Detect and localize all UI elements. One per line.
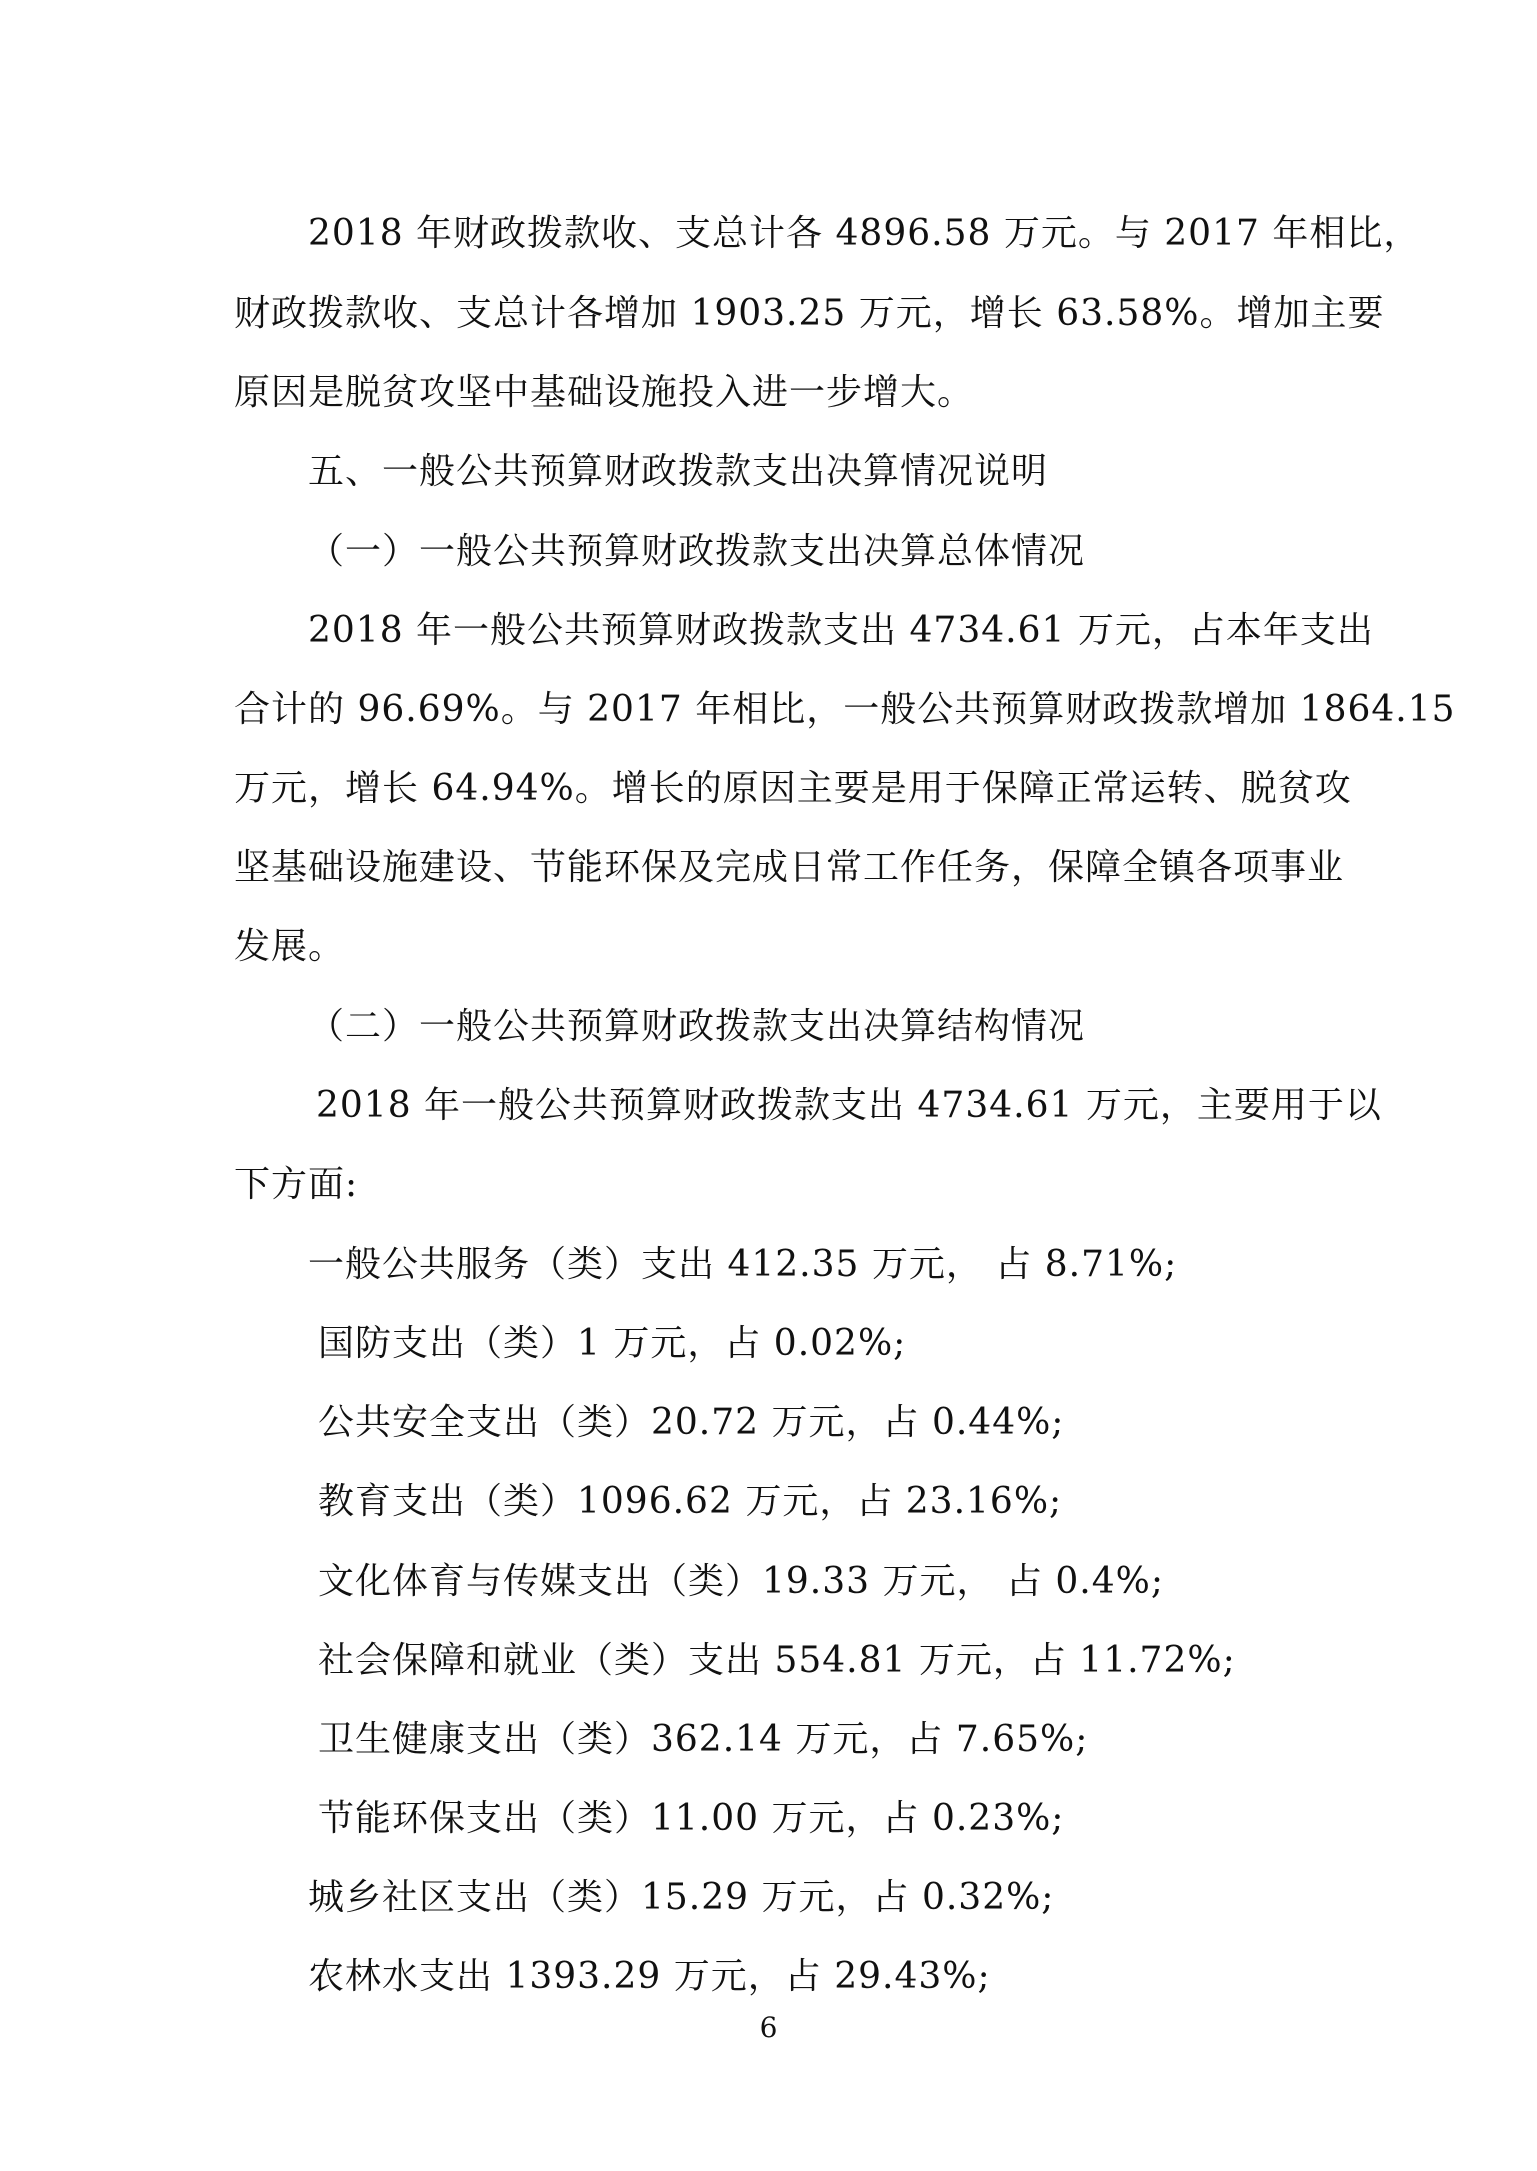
list-item: 农林水支出 1393.29 万元，占 29.43%; [308, 1956, 991, 1997]
paragraph-line: 原因是脱贫攻坚中基础设施投入进一步增大。 [234, 372, 975, 413]
subsection-heading: （一）一般公共预算财政拨款支出决算总体情况 [308, 531, 1086, 572]
list-item: 教育支出（类）1096.62 万元，占 23.16%; [318, 1481, 1063, 1522]
paragraph-line: 发展。 [234, 926, 346, 967]
paragraph-line: 2018 年一般公共预算财政拨款支出 4734.61 万元，主要用于以 [316, 1085, 1382, 1126]
list-item: 卫生健康支出（类）362.14 万元，占 7.65%; [318, 1719, 1089, 1760]
list-item: 社会保障和就业（类）支出 554.81 万元，占 11.72%; [318, 1640, 1236, 1681]
paragraph-line: 2018 年财政拨款收、支总计各 4896.58 万元。与 2017 年相比， [308, 213, 1421, 254]
paragraph-line: 万元，增长 64.94%。增长的原因主要是用于保障正常运转、脱贫攻 [234, 768, 1352, 809]
list-item: 文化体育与传媒支出（类）19.33 万元， 占 0.4%; [318, 1561, 1164, 1602]
list-item: 城乡社区支出（类）15.29 万元，占 0.32%; [308, 1877, 1055, 1918]
list-item: 一般公共服务（类）支出 412.35 万元， 占 8.71%; [308, 1244, 1178, 1285]
section-heading: 五、一般公共预算财政拨款支出决算情况说明 [308, 451, 1049, 492]
paragraph-line: 财政拨款收、支总计各增加 1903.25 万元，增长 63.58%。增加主要 [234, 293, 1385, 334]
list-item: 公共安全支出（类）20.72 万元，占 0.44%; [318, 1402, 1065, 1443]
paragraph-line: 2018 年一般公共预算财政拨款支出 4734.61 万元，占本年支出 [308, 610, 1374, 651]
subsection-heading: （二）一般公共预算财政拨款支出决算结构情况 [308, 1006, 1086, 1047]
list-item: 节能环保支出（类）11.00 万元，占 0.23%; [318, 1798, 1065, 1839]
paragraph-line: 下方面: [234, 1164, 359, 1205]
list-item: 国防支出（类）1 万元，占 0.02%; [318, 1323, 907, 1364]
paragraph-line: 合计的 96.69%。与 2017 年相比，一般公共预算财政拨款增加 1864.15 [234, 689, 1456, 730]
page-number: 6 [759, 2011, 778, 2044]
paragraph-line: 坚基础设施建设、节能环保及完成日常工作任务，保障全镇各项事业 [234, 847, 1345, 888]
